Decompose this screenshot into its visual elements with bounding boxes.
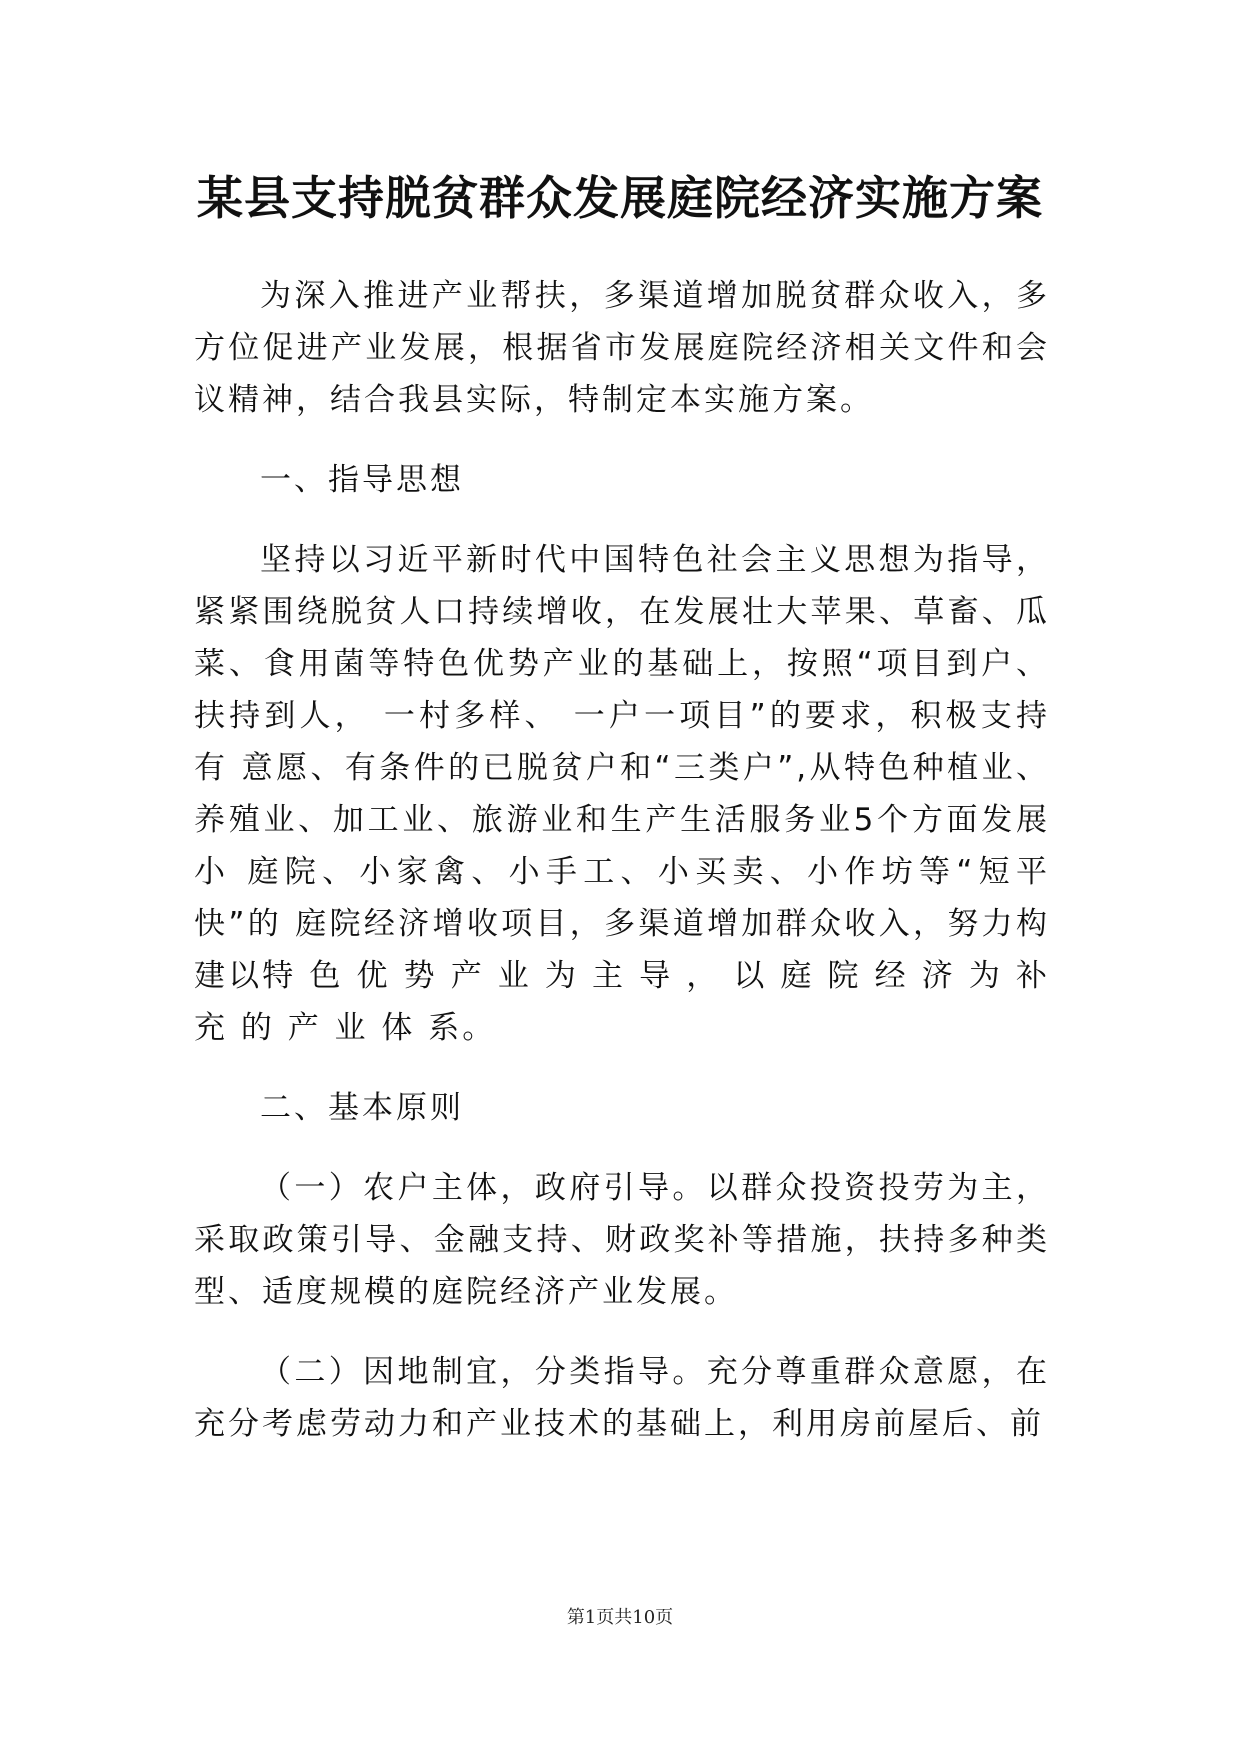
principle-2-paragraph: （二）因地制宜，分类指导。充分尊重群众意愿，在充分考虑劳动力和产业技术的基础上，利用房前屋后、前	[194, 1354, 1050, 1442]
document-body	[194, 270, 1050, 1478]
principle-1-paragraph: （一）农户主体，政府引导。以群众投资投劳为主，采取政策引导、金融支持、财政奖补等措施，扶持多种类型、适度规模的庭院经济产业发展。	[194, 1170, 1050, 1310]
document-title: 某县支持脱贫群众发展庭院经济实施方案	[197, 171, 1043, 225]
guiding-thought-paragraph: 坚持以习近平新时代中国特色社会主义思想为指导，紧紧围绕脱贫人口持续增收，在发展壮大苹果、草畜、瓜菜、食用菌等特色优势产业的基础上，按照“项目到户、扶持到人， 一村多样、 一户一项目”的要求，积极支持有 意愿、有条件的已脱贫户和“三类户”,从特色种植业、 养殖业、加工业、旅游业和生产生活服务业5个方面发展小 庭院、小家禽、小手工、小买卖、小作坊等“短平快”的 庭院经济增收项目，多渠道增加群众收入，努力构建以特 色 优 势 产 业 为 主 导 ， 以 庭 院 经 济 为 补 充 的 产 业 体 系。	[194, 542, 1050, 1046]
section-heading-guiding-thought: 一、指导思想	[260, 462, 464, 498]
section-heading-basic-principles: 二、基本原则	[260, 1090, 464, 1126]
intro-paragraph: 为深入推进产业帮扶，多渠道增加脱贫群众收入，多方位促进产业发展，根据省市发展庭院经济相关文件和会议精神，结合我县实际，特制定本实施方案。	[194, 278, 1050, 418]
page-number-footer: 第1页共10页	[566, 1607, 674, 1628]
